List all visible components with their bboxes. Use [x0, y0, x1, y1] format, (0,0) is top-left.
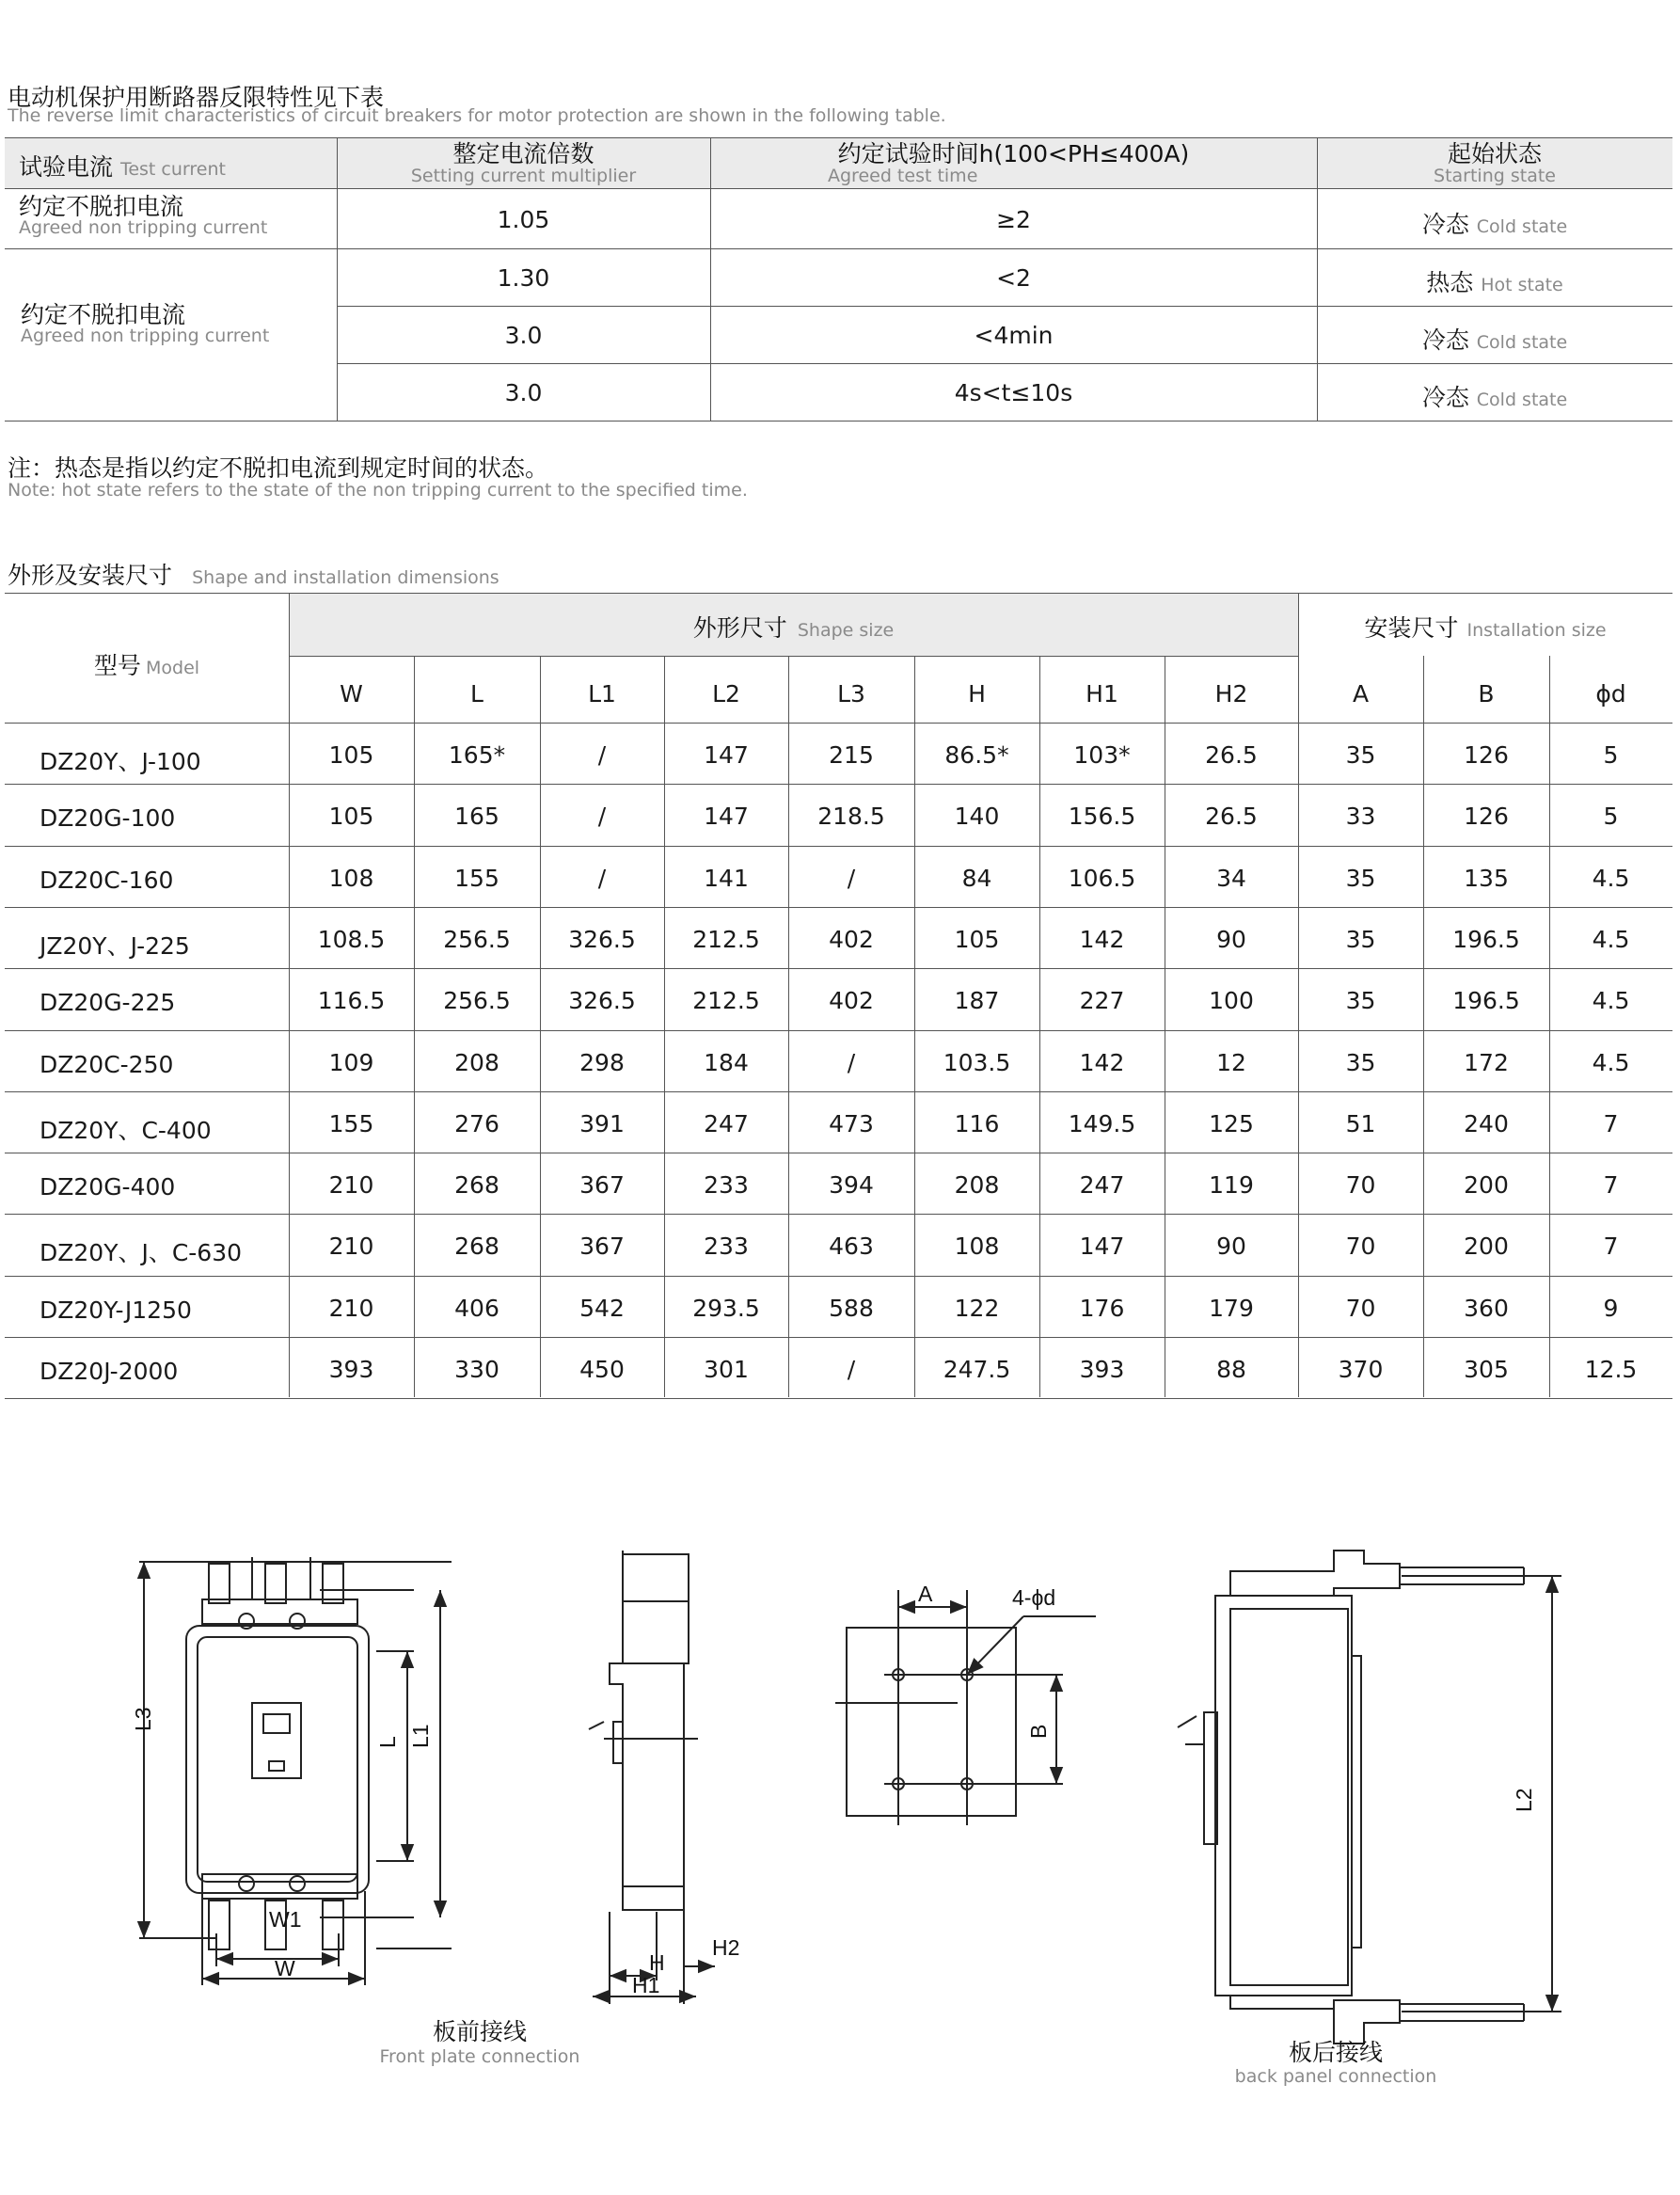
front-caption: 板前接线 Front plate connection	[379, 2018, 580, 2068]
row2-time: <2	[996, 264, 1031, 292]
table-cell: 402	[829, 926, 874, 953]
table-cell: 7	[1603, 1171, 1619, 1199]
table-cell: 34	[1216, 865, 1246, 892]
table-cell: 247	[704, 1110, 749, 1137]
label-A: A	[918, 1582, 933, 1606]
table-cell: 35	[1345, 926, 1376, 953]
table-cell: 70	[1345, 1233, 1376, 1260]
table-cell: 70	[1345, 1171, 1376, 1199]
table-cell: 88	[1216, 1356, 1246, 1383]
row3-time: <4min	[974, 322, 1054, 349]
table-cell: 210	[328, 1295, 374, 1322]
table-cell: 86.5*	[944, 741, 1009, 769]
header-model: 型号 Model	[93, 652, 200, 679]
table-cell: 210	[328, 1171, 374, 1199]
table-cell: 109	[328, 1049, 374, 1076]
label-L1: L1	[408, 1724, 433, 1748]
table-row-model: DZ20Y、C-400	[40, 1117, 212, 1144]
table-cell: 196.5	[1452, 987, 1520, 1014]
table-cell: 70	[1345, 1295, 1376, 1322]
column-header-1: L	[470, 680, 483, 708]
table-cell: 108	[954, 1233, 1000, 1260]
table-cell: 7	[1603, 1233, 1619, 1260]
table-cell: 200	[1464, 1233, 1509, 1260]
section2-title: 外形及安装尺寸 Shape and installation dimensions	[8, 562, 499, 589]
table-cell: 233	[704, 1233, 749, 1260]
table-cell: 105	[328, 803, 374, 830]
table-cell: 156.5	[1068, 803, 1136, 830]
row4-state: 冷态 Cold state	[1421, 384, 1568, 411]
table-cell: 276	[454, 1110, 499, 1137]
column-header-9: B	[1478, 680, 1495, 708]
column-header-2: L1	[588, 680, 616, 708]
group-label-1: 约定不脱扣电流 Agreed non tripping current	[19, 193, 268, 239]
table-cell: 330	[454, 1356, 499, 1383]
row3-state: 冷态 Cold state	[1421, 326, 1568, 354]
table-cell: /	[597, 741, 607, 769]
table-cell: 4.5	[1592, 1049, 1630, 1076]
label-H1: H1	[632, 1973, 660, 1997]
table-cell: 326.5	[568, 926, 636, 953]
table-cell: 208	[954, 1171, 1000, 1199]
table-cell: 9	[1603, 1295, 1619, 1322]
note-cn: 注：热态是指以约定不脱扣电流到规定时间的状态。	[8, 454, 549, 482]
back-view-drawing	[1178, 1551, 1561, 2044]
table-cell: 12.5	[1584, 1356, 1638, 1383]
technical-drawings	[0, 1496, 1680, 2108]
table-row-model: DZ20Y、J、C-630	[40, 1239, 243, 1266]
table-cell: 155	[454, 865, 499, 892]
table-cell: 142	[1079, 926, 1125, 953]
table-cell: 215	[829, 741, 874, 769]
table-cell: 119	[1209, 1171, 1254, 1199]
table-row-model: DZ20Y-J1250	[40, 1296, 192, 1324]
label-L: L	[375, 1736, 400, 1748]
table-cell: 256.5	[443, 987, 511, 1014]
table-cell: 394	[829, 1171, 874, 1199]
table-cell: 35	[1345, 741, 1376, 769]
table-cell: 393	[328, 1356, 374, 1383]
table-cell: 84	[961, 865, 992, 892]
table-cell: 187	[954, 987, 1000, 1014]
table-cell: /	[597, 865, 607, 892]
table-cell: 90	[1216, 1233, 1246, 1260]
table-cell: 184	[704, 1049, 749, 1076]
table-cell: 106.5	[1068, 865, 1136, 892]
table-cell: 103*	[1073, 741, 1131, 769]
table-cell: 172	[1464, 1049, 1509, 1076]
table-row-model: DZ20C-160	[40, 867, 174, 894]
table-cell: 103.5	[943, 1049, 1011, 1076]
column-header-6: H1	[1086, 680, 1118, 708]
table-cell: 305	[1464, 1356, 1509, 1383]
label-L2: L2	[1512, 1788, 1536, 1812]
table-cell: 116.5	[317, 987, 386, 1014]
table-cell: 116	[954, 1110, 1000, 1137]
label-holes: 4-ϕd	[1012, 1585, 1056, 1610]
table-cell: 542	[579, 1295, 625, 1322]
table-cell: 126	[1464, 803, 1509, 830]
table-cell: 179	[1209, 1295, 1254, 1322]
table-cell: 33	[1345, 803, 1376, 830]
table-cell: 26.5	[1205, 741, 1258, 769]
table-cell: 35	[1345, 865, 1376, 892]
table-cell: 108	[328, 865, 374, 892]
table-cell: 200	[1464, 1171, 1509, 1199]
label-H: H	[649, 1950, 665, 1975]
table-cell: /	[847, 1049, 856, 1076]
mounting-view-drawing	[835, 1590, 1096, 1825]
table-cell: 212.5	[692, 987, 760, 1014]
table-cell: 391	[579, 1110, 625, 1137]
table-cell: 105	[328, 741, 374, 769]
table-cell: 51	[1345, 1110, 1376, 1137]
table-cell: 165*	[448, 741, 506, 769]
table-cell: 26.5	[1205, 803, 1258, 830]
label-B: B	[1026, 1724, 1051, 1739]
table-cell: 5	[1603, 803, 1619, 830]
table-cell: 125	[1209, 1110, 1254, 1137]
table-cell: 100	[1209, 987, 1254, 1014]
table-cell: 360	[1464, 1295, 1509, 1322]
table-cell: 140	[954, 803, 1000, 830]
table-cell: 247.5	[943, 1356, 1011, 1383]
table-cell: 126	[1464, 741, 1509, 769]
header-shape-size: 外形尺寸 Shape size	[692, 614, 895, 642]
table-cell: 256.5	[443, 926, 511, 953]
column-header-0: W	[340, 680, 363, 708]
section1-subtitle: The reverse limit characteristics of circuit breakers for motor protection are shown in the following table.	[8, 105, 946, 126]
table-cell: 367	[579, 1233, 625, 1260]
table-cell: 227	[1079, 987, 1125, 1014]
table-row-model: DZ20Y、J-100	[40, 748, 201, 775]
section1-title: 电动机保护用断路器反限特性见下表	[8, 84, 385, 111]
table-cell: 463	[829, 1233, 874, 1260]
table-cell: 326.5	[568, 987, 636, 1014]
table-row-model: DZ20J-2000	[40, 1358, 179, 1385]
column-header-4: L3	[837, 680, 865, 708]
table-cell: /	[847, 1356, 856, 1383]
row2-state: 热态 Hot state	[1426, 269, 1563, 296]
table-cell: 268	[454, 1171, 499, 1199]
note-en: Note: hot state refers to the state of the non tripping current to the specified time.	[8, 480, 748, 501]
table-cell: 298	[579, 1049, 625, 1076]
table-row-model: DZ20G-100	[40, 804, 176, 832]
table-cell: 142	[1079, 1049, 1125, 1076]
table-cell: 147	[704, 803, 749, 830]
table-cell: /	[847, 865, 856, 892]
table-cell: 588	[829, 1295, 874, 1322]
column-header-8: A	[1352, 680, 1370, 708]
table-cell: 141	[704, 865, 749, 892]
table-cell: 208	[454, 1049, 499, 1076]
row1-time: ≥2	[996, 206, 1031, 233]
table-cell: 233	[704, 1171, 749, 1199]
table-cell: 122	[954, 1295, 1000, 1322]
table-cell: 293.5	[692, 1295, 760, 1322]
table-row-model: DZ20G-400	[40, 1173, 176, 1201]
back-caption: 板后接线 back panel connection	[1234, 2039, 1437, 2087]
column-header-7: H2	[1214, 680, 1248, 708]
table-cell: 393	[1079, 1356, 1125, 1383]
table-cell: 4.5	[1592, 926, 1630, 953]
table-row-model: JZ20Y、J-225	[40, 932, 190, 960]
column-header-10: ϕd	[1595, 680, 1626, 708]
table-cell: 450	[579, 1356, 625, 1383]
table-cell: 5	[1603, 741, 1619, 769]
table-cell: 105	[954, 926, 1000, 953]
row1-state: 冷态 Cold state	[1421, 211, 1568, 238]
table-cell: 473	[829, 1110, 874, 1137]
label-H2: H2	[712, 1935, 740, 1960]
row4-multiplier: 3.0	[504, 379, 543, 406]
table-cell: 240	[1464, 1110, 1509, 1137]
table-cell: 212.5	[692, 926, 760, 953]
group-label-2: 约定不脱扣电流 Agreed non tripping current	[21, 301, 270, 347]
table-cell: 35	[1345, 987, 1376, 1014]
header-test-current: 试验电流 Test current	[19, 153, 226, 181]
column-header-3: L2	[712, 680, 740, 708]
table-cell: /	[597, 803, 607, 830]
table-cell: 165	[454, 803, 499, 830]
table-cell: 176	[1079, 1295, 1125, 1322]
table-cell: 370	[1338, 1356, 1384, 1383]
table-cell: 406	[454, 1295, 499, 1322]
table-row-model: DZ20C-250	[40, 1051, 174, 1078]
header-test-time: 约定试验时间h(100<PH≤400A) Agreed test time	[828, 140, 1190, 186]
table-cell: 90	[1216, 926, 1246, 953]
row4-time: 4s<t≤10s	[954, 379, 1073, 406]
table-row-model: DZ20G-225	[40, 989, 176, 1016]
table-cell: 7	[1603, 1110, 1619, 1137]
column-header-5: H	[968, 680, 986, 708]
table-cell: 210	[328, 1233, 374, 1260]
label-W1: W1	[269, 1907, 302, 1932]
header-starting-state: 起始状态 Starting state	[1434, 140, 1556, 186]
table-cell: 218.5	[817, 803, 885, 830]
header-multiplier: 整定电流倍数 Setting current multiplier	[410, 140, 637, 186]
table-cell: 108.5	[317, 926, 386, 953]
table-cell: 147	[704, 741, 749, 769]
table-cell: 149.5	[1068, 1110, 1136, 1137]
table-cell: 367	[579, 1171, 625, 1199]
table-cell: 402	[829, 987, 874, 1014]
table-cell: 268	[454, 1233, 499, 1260]
table-cell: 301	[704, 1356, 749, 1383]
table-cell: 135	[1464, 865, 1509, 892]
table-cell: 4.5	[1592, 865, 1630, 892]
header-install-size: 安装尺寸 Installation size	[1364, 614, 1607, 642]
label-W: W	[275, 1956, 295, 1980]
row1-multiplier: 1.05	[497, 206, 550, 233]
table-cell: 196.5	[1452, 926, 1520, 953]
side-view-drawing	[589, 1551, 715, 2004]
table-cell: 12	[1216, 1049, 1246, 1076]
label-L3: L3	[131, 1707, 155, 1731]
row3-multiplier: 3.0	[504, 322, 543, 349]
table-cell: 147	[1079, 1233, 1125, 1260]
row2-multiplier: 1.30	[497, 264, 550, 292]
table-cell: 35	[1345, 1049, 1376, 1076]
table-cell: 4.5	[1592, 987, 1630, 1014]
table-cell: 247	[1079, 1171, 1125, 1199]
table-cell: 155	[328, 1110, 374, 1137]
